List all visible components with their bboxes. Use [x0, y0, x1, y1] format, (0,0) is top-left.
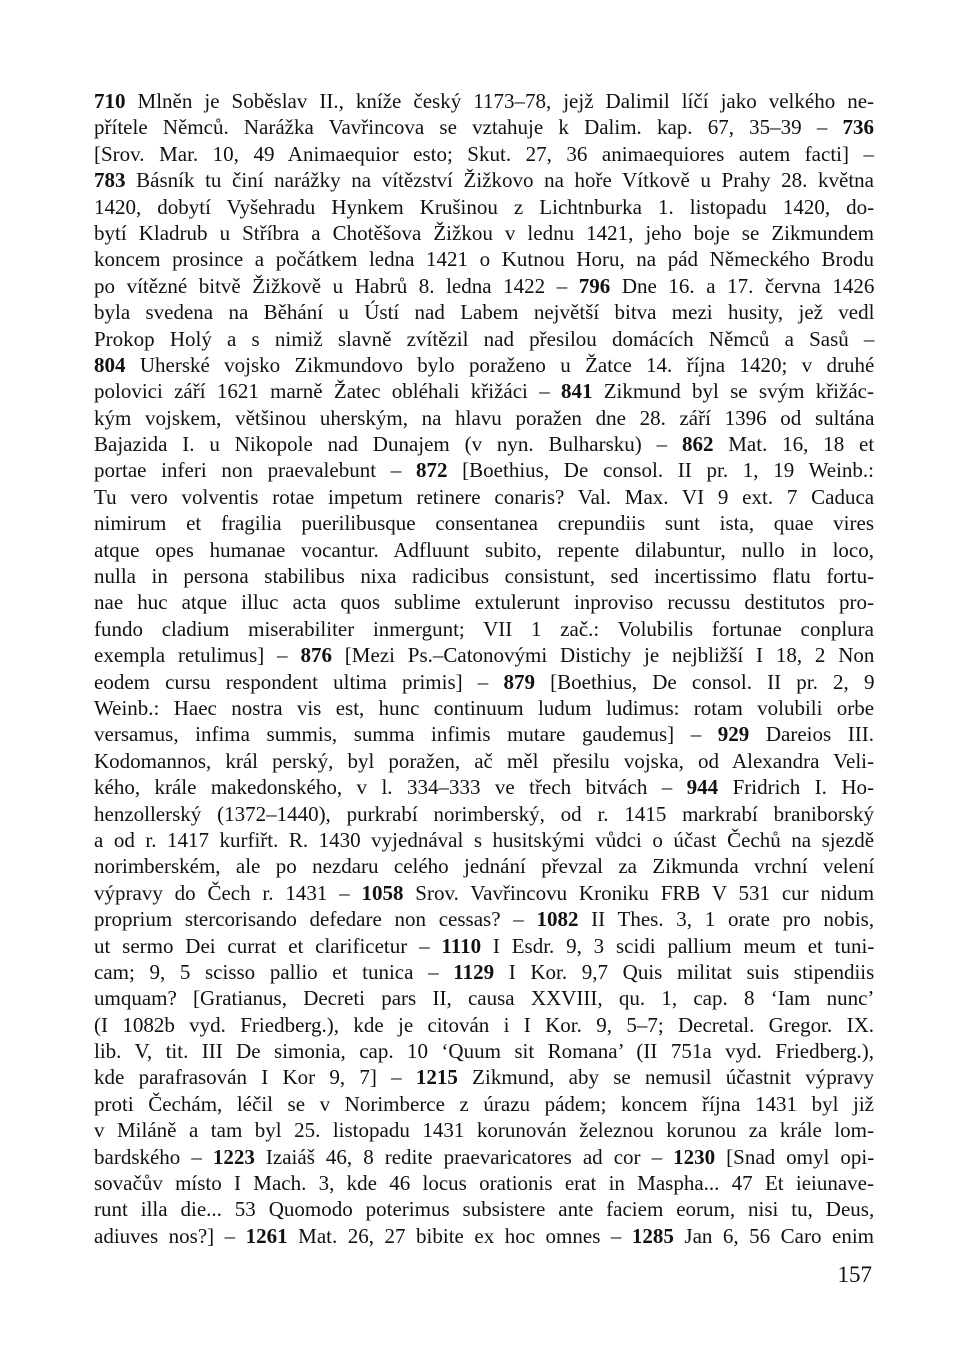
text-line [94, 748, 874, 774]
verse-reference-number: 1285 [631, 1223, 674, 1248]
text-line [94, 1144, 874, 1170]
text-segment: runt illa die... 53 Quomodo poterimus subsistere ante faciem eorum, nisi tu, Deus, [94, 1197, 875, 1222]
text-segment: kého, krále makedonského, v l. 334–333 ve třech bitvách – [94, 775, 687, 800]
text-segment: Weinb.: Haec nostra vis est, hunc continuum ludum ludimus: rotam volubili orbe [94, 695, 875, 720]
text-segment: sovačův místo I Mach. 3, kde 46 locus orationis erat in Maspha... 47 Et ieiunave- [94, 1171, 874, 1196]
text-line [94, 352, 874, 378]
text-line [94, 220, 874, 246]
text-segment: Dareios III. [749, 722, 874, 747]
text-segment: Mlněn je Soběslav II., kníže český 1173–78, jejž Dalimil líčí jako velkého ne- [125, 89, 875, 113]
verse-reference-number: 879 [503, 669, 535, 694]
text-segment: exempla retulimus] – [94, 643, 301, 668]
text-segment: koncem prosince a počátkem ledna 1421 o Kutnou Horu, na pád Německého Brodu [94, 247, 874, 272]
verse-reference-number: 862 [681, 432, 714, 457]
text-segment: výpravy do Čech r. 1431 – [94, 880, 362, 905]
text-segment: v Miláně a tam byl 25. listopadu 1431 korunován železnou korunou za krále lom- [94, 1118, 874, 1143]
verse-reference-number: 841 [560, 379, 593, 404]
text-line [94, 326, 874, 352]
verse-reference-number: 1058 [361, 880, 404, 905]
verse-reference-number: 1223 [212, 1144, 255, 1169]
text-line [94, 537, 874, 563]
verse-reference-number: 804 [94, 352, 126, 377]
text-segment: Bajazida I. u Nikopole nad Dunajem (v nyn. Bulharsku) – [94, 432, 682, 457]
text-segment: nae huc atque illuc acta quos sublime extulerunt inproviso recussu destitutos pro- [94, 590, 874, 615]
text-line [94, 1064, 874, 1090]
commentary-notes [94, 88, 874, 1249]
verse-reference-number: 872 [415, 458, 448, 483]
text-line [94, 959, 874, 985]
text-segment: [Srov. Mar. 10, 49 Animaequior esto; Skut. 27, 36 animaequiores autem facti] – [94, 141, 874, 166]
text-line [94, 273, 874, 299]
text-segment: Srov. Vavřincovu Kroniku FRB V 531 cur nidum [403, 880, 875, 905]
text-line [94, 510, 874, 536]
text-segment: II Thes. 3, 1 orate pro nobis, [578, 907, 875, 932]
text-line [94, 880, 874, 906]
text-line [94, 246, 874, 272]
text-segment: Izaiáš 46, 8 redite praevaricatores ad cor – [254, 1144, 674, 1169]
text-line [94, 457, 874, 483]
verse-reference-number: 1082 [536, 907, 579, 932]
text-segment: [Boethius, De consol. II pr. 2, 9 [534, 669, 875, 694]
text-segment: [Mezi Ps.–Catonovými Distichy je nejbližší I 18, 2 Non [331, 643, 875, 668]
text-segment: cam; 9, 5 scisso pallio et tunica – [94, 959, 454, 984]
text-segment: ut sermo Dei currat et clarificetur – [94, 933, 442, 958]
text-segment: Tu vero volventis rotae impetum retinere conaris? Val. Max. VI 9 ext. 7 Caduca [94, 484, 875, 509]
text-line [94, 114, 874, 140]
text-line [94, 695, 874, 721]
text-line [94, 194, 874, 220]
text-segment: portae inferi non praevalebunt – [94, 458, 416, 483]
text-segment: versamus, infima summis, summa infimis mutare gaudemus] – [94, 722, 718, 747]
text-line [94, 141, 874, 167]
text-segment: eodem cursu respondent ultima primis] – [94, 669, 504, 694]
verse-reference-number: 1129 [453, 959, 495, 984]
text-segment: polovici září 1621 marně Žatec obléhali křižáci – [94, 379, 561, 404]
text-segment: umquam? [Gratianus, Decreti pars II, causa XXVIII, qu. 1, cap. 8 ‘Iam nunc’ [94, 986, 875, 1011]
text-line [94, 1117, 874, 1143]
text-segment: nimirum et fragilia puerilibusque consentanea crepundiis sunt ista, quae vires [94, 511, 874, 536]
text-line [94, 589, 874, 615]
page-number: 157 [837, 1262, 872, 1287]
text-line [94, 1038, 874, 1064]
text-line [94, 1012, 874, 1038]
verse-reference-number: 736 [842, 115, 874, 140]
verse-reference-number: 1261 [245, 1223, 288, 1248]
text-segment: Zikmund, aby se nemusil účastnit výpravy [457, 1065, 875, 1090]
text-segment: bytí Kladrub u Stříbra a Chotěšova Žižkou v lednu 1421, jeho boje se Zikmundem [94, 220, 874, 245]
text-segment: I Esdr. 9, 3 scidi pallium meum et tuni- [481, 933, 875, 958]
text-segment: proti Čechám, léčil se v Norimberce z úrazu pádem; koncem října 1431 byl již [94, 1091, 874, 1116]
text-segment: atque opes humanae vocantur. Adfluunt subito, repente dilabuntur, nullo in loco, [94, 537, 874, 562]
verse-reference-number: 1110 [441, 933, 482, 958]
text-segment: 1420, dobytí Vyšehradu Hynkem Krušinou z Lichtnburka 1. listopadu 1420, do- [94, 194, 875, 219]
verse-reference-number: 783 [94, 168, 126, 193]
text-line [94, 299, 874, 325]
text-segment: Dne 16. a 17. června 1426 [610, 273, 875, 298]
text-line [94, 642, 874, 668]
verse-reference-number: 1215 [415, 1065, 458, 1090]
text-line [94, 933, 874, 959]
text-segment: proprium stercorisando defedare non cessas? – [94, 907, 537, 932]
text-segment: Uherské vojsko Zikmundovo bylo poraženo u Žatce 14. října 1420; v druhé [125, 352, 875, 377]
text-line [94, 721, 874, 747]
text-segment: Mat. 16, 18 et [713, 432, 875, 457]
text-segment: a od r. 1417 kurfiřt. R. 1430 vyjednával s husitskými vůdci o účast Čechů na sjezdě [94, 827, 875, 852]
verse-reference-number: 929 [717, 722, 750, 747]
text-line [94, 405, 874, 431]
text-line [94, 484, 874, 510]
text-segment: (I 1082b vyd. Friedberg.), kde je citován i I Kor. 9, 5–7; Decretal. Gregor. IX. [94, 1012, 874, 1037]
text-line [94, 774, 874, 800]
text-line [94, 88, 874, 114]
text-segment: Kodomannos, král perský, byl poražen, ač měl přesilu vojska, od Alexandra Veli- [94, 748, 874, 773]
text-segment: [Snad omyl opi- [715, 1144, 875, 1169]
text-line [94, 801, 874, 827]
verse-reference-number: 796 [578, 273, 611, 298]
text-segment: byla svedena na Běhání u Ústí nad Labem největší bitva mezi husity, jež vedl [94, 300, 875, 325]
verse-reference-number: 710 [94, 89, 126, 113]
text-segment: lib. V, tit. III De simonia, cap. 10 ‘Quum sit Romana’ (II 751a vyd. Friedberg.), [94, 1039, 874, 1064]
text-segment: henzollerský (1372–1440), purkrabí norimberský, od r. 1415 markrabí braniborský [94, 801, 874, 826]
verse-reference-number: 876 [300, 643, 332, 668]
text-line [94, 985, 874, 1011]
text-segment: kým vojskem, většinou uherským, na hlavu poražen dne 28. září 1396 od sultána [94, 405, 875, 430]
text-line [94, 378, 874, 404]
text-segment: Fridrich I. Ho- [718, 775, 874, 800]
text-segment: kde parafrasován I Kor 9, 7] – [94, 1065, 416, 1090]
text-line [94, 1223, 874, 1249]
text-line [94, 853, 874, 879]
verse-reference-number: 1230 [673, 1144, 716, 1169]
text-segment: po vítězné bitvě Žižkově u Habrů 8. ledna 1422 – [94, 273, 579, 298]
text-line [94, 669, 874, 695]
text-segment: Mat. 26, 27 bibite ex hoc omnes – [287, 1223, 632, 1248]
text-line [94, 616, 874, 642]
text-line [94, 1170, 874, 1196]
text-segment: I Kor. 9,7 Quis militat suis stipendiis [494, 959, 875, 984]
text-segment: Prokop Holý a s nimiž slavně zvítězil nad přesilou domácích Němců a Sasů – [94, 326, 875, 351]
text-segment: Jan 6, 56 Caro enim [673, 1223, 874, 1248]
text-line [94, 906, 874, 932]
verse-reference-number: 944 [686, 775, 719, 800]
text-line [94, 167, 874, 193]
text-line [94, 1196, 874, 1222]
text-line [94, 563, 874, 589]
text-segment: bardského – [94, 1144, 213, 1169]
text-line [94, 431, 874, 457]
text-segment: Zikmund byl se svým křižác- [592, 379, 874, 404]
text-segment: [Boethius, De consol. II pr. 1, 19 Weinb.: [447, 458, 874, 483]
text-segment: Básník tu činí narážky na vítězství Žižkovo na hoře Vítkově u Prahy 28. května [125, 168, 874, 193]
text-segment: nulla in persona stabilibus nixa radicibus consistunt, sed incertissimo flatu fortu- [94, 564, 875, 589]
text-segment: norimberském, ale po nezdaru celého jednání převzal za Zikmunda vrchní velení [94, 854, 875, 879]
text-line [94, 1091, 874, 1117]
text-segment: fundo cladium miserabiliter inmergunt; VII 1 zač.: Volubilis fortunae conplura [94, 616, 874, 641]
text-segment: přítele Němců. Narážka Vavřincova se vztahuje k Dalim. kap. 67, 35–39 – [94, 115, 843, 140]
text-line [94, 827, 874, 853]
text-segment: adiuves nos?] – [94, 1223, 246, 1248]
